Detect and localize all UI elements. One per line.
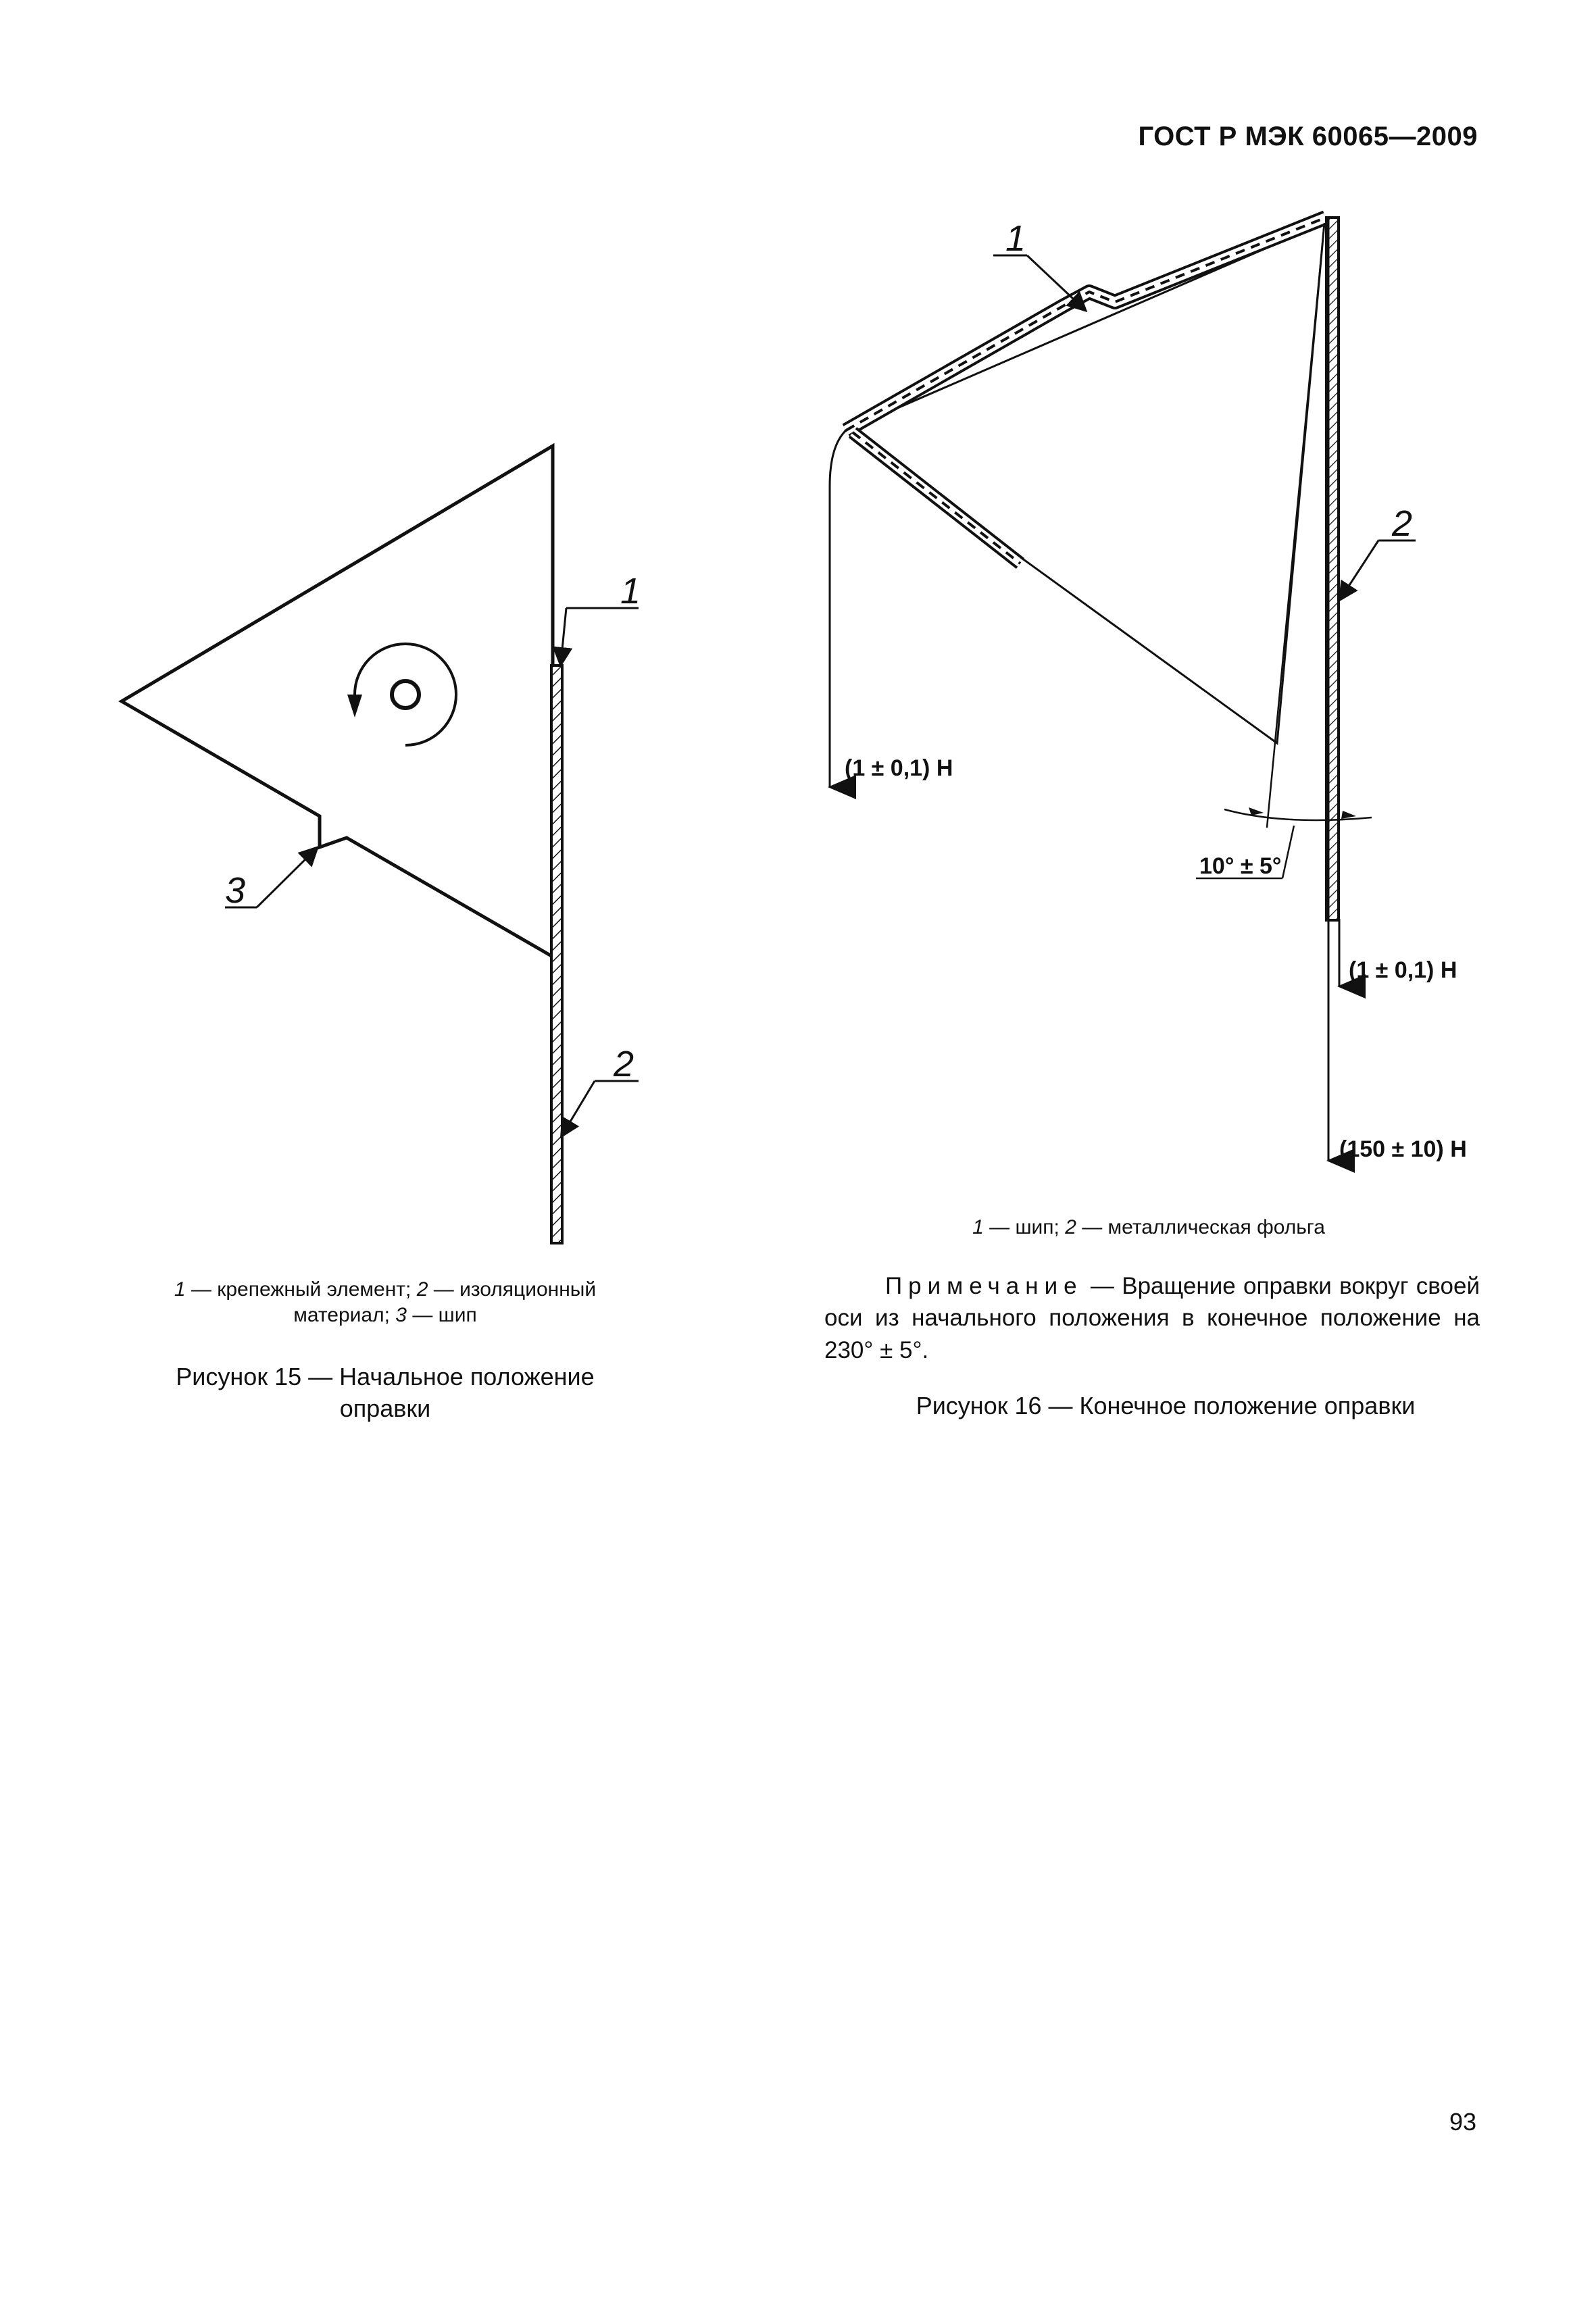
force-left-label: (1 ± 0,1) Н — [845, 755, 953, 781]
force-right-label: (1 ± 0,1) Н — [1349, 957, 1457, 983]
fig15-label-3: 3 — [225, 870, 246, 911]
fig15-label-2: 2 — [614, 1044, 634, 1084]
page-number: 93 — [1449, 2108, 1477, 2136]
fig16-label-2: 2 — [1392, 503, 1413, 544]
fig16-label-1: 1 — [1005, 218, 1026, 259]
note-label: Примечание — [885, 1273, 1083, 1299]
force-main-label: (150 ± 10) Н — [1339, 1136, 1467, 1162]
fig15-label-1: 1 — [620, 571, 641, 611]
foil-left-tail — [830, 430, 846, 777]
figure-16-key: 1 — шип; 2 — металлическая фольга — [972, 1216, 1325, 1238]
figure-16-note — [824, 1270, 1480, 1366]
document-header: ГОСТ Р МЭК 60065—2009 — [1138, 122, 1478, 151]
figure-15-key: 1 — крепежный элемент; 2 — изоляционный материал; 3 — шип — [174, 1278, 597, 1326]
figure-15-caption — [128, 1277, 642, 1425]
note-text: — Вращение оправки вокруг своей оси из начального положения в конечное положение на 230° ± 5°. — [824, 1273, 1480, 1363]
figure-15-title: Рисунок 15 — Начальное положение оправки — [176, 1363, 595, 1422]
angle-label: 10° ± 5° — [1199, 853, 1282, 879]
figure-16-title: Рисунок 16 — Конечное положение оправки — [916, 1392, 1416, 1419]
